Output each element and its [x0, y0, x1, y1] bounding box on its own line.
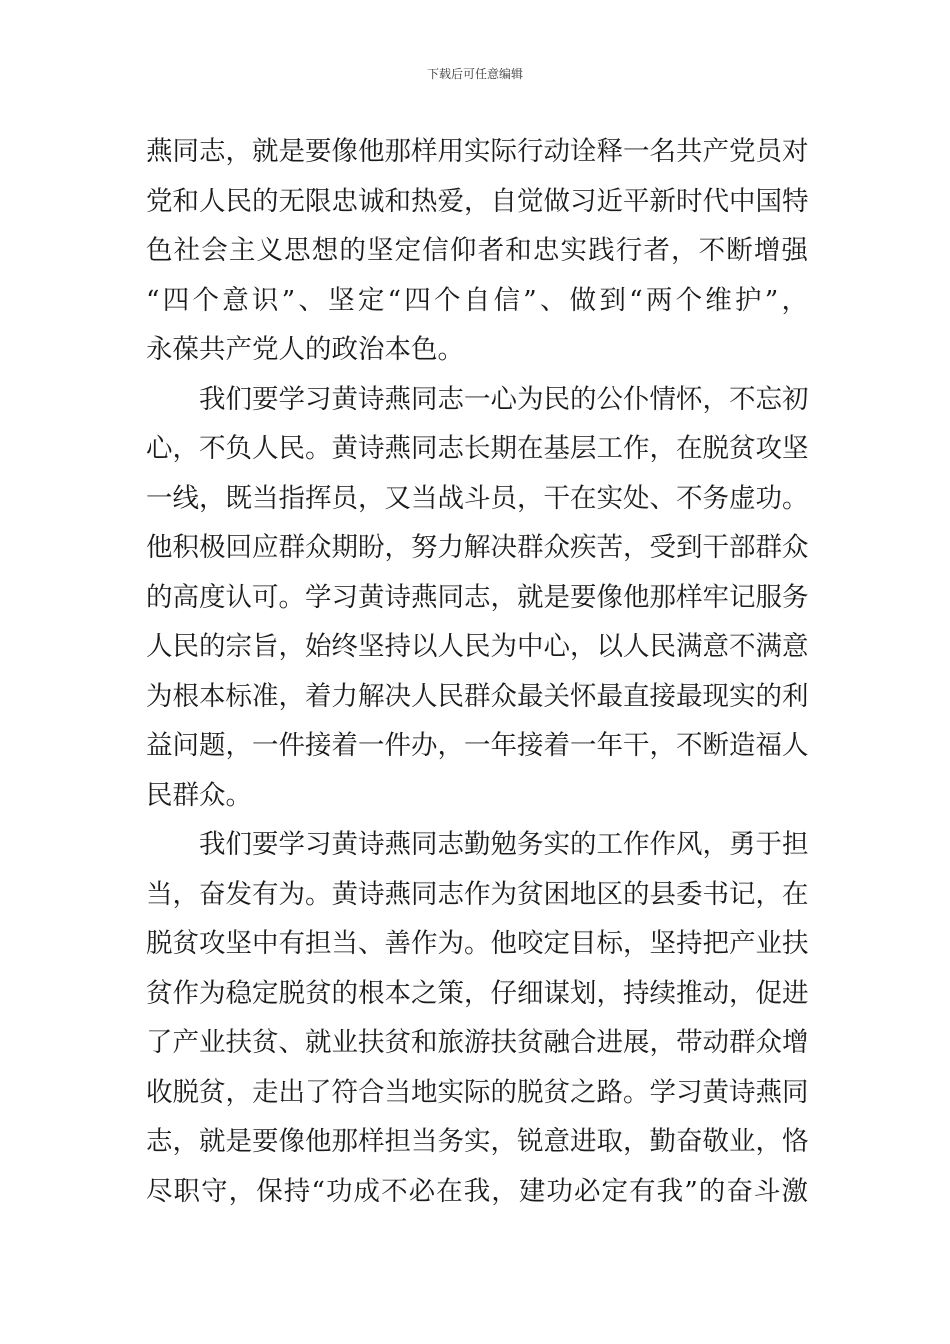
text-line: 益问题，一件接着一件办，一年接着一年干，不断造福人: [146, 730, 809, 761]
text-line: 的高度认可。学习黄诗燕同志，就是要像他那样牢记服务: [146, 581, 809, 613]
text-line: 心，不负人民。黄诗燕同志长期在基层工作，在脱贫攻坚: [146, 433, 809, 464]
text-line: “四个意识”、坚定“四个自信”、做到“两个维护”，: [146, 284, 808, 316]
text-line: 我们要学习黄诗燕同志一心为民的公仆情怀，不忘初: [199, 383, 809, 415]
text-line: 尽职守，保持“功成不必在我，建功必定有我”的奋斗激: [146, 1175, 808, 1207]
text-line: 我们要学习黄诗燕同志勤勉务实的工作作风，勇于担: [199, 829, 809, 860]
text-line: 人民的宗旨，始终坚持以人民为中心，以人民满意不满意: [146, 631, 809, 662]
text-line: 贫作为稳定脱贫的根本之策，仔细谋划，持续推动，促进: [146, 977, 809, 1009]
text-line: 为根本标准，着力解决人民群众最关怀最直接最现实的利: [146, 680, 809, 712]
text-line: 当，奋发有为。黄诗燕同志作为贫困地区的县委书记，在: [146, 878, 809, 910]
text-line: 收脱贫，走出了符合当地实际的脱贫之路。学习黄诗燕同: [146, 1076, 809, 1108]
text-line: 了产业扶贫、就业扶贫和旅游扶贫融合进展，带动群众增: [146, 1027, 809, 1058]
text-line: 一线，既当指挥员，又当战斗员，干在实处、不务虚功。: [146, 482, 809, 514]
document-body: [146, 127, 808, 1216]
text-line: 他积极回应群众期盼，努力解决群众疾苦，受到干部群众: [146, 532, 809, 563]
page-header: 下载后可任意编辑: [426, 67, 523, 81]
text-line: 燕同志，就是要像他那样用实际行动诠释一名共产党员对: [146, 136, 809, 167]
text-line: 脱贫攻坚中有担当、善作为。他咬定目标，坚持把产业扶: [146, 928, 809, 959]
text-line: 党和人民的无限忠诚和热爱，自觉做习近平新时代中国特: [146, 185, 809, 217]
text-line: 民群众。: [146, 779, 252, 811]
text-line: 色社会主义思想的坚定信仰者和忠实践行者，不断增强: [146, 235, 808, 266]
text-line: 永葆共产党人的政治本色。: [146, 334, 464, 365]
text-line: 志，就是要像他那样担当务实，锐意进取，勤奋敬业，恪: [146, 1126, 809, 1157]
